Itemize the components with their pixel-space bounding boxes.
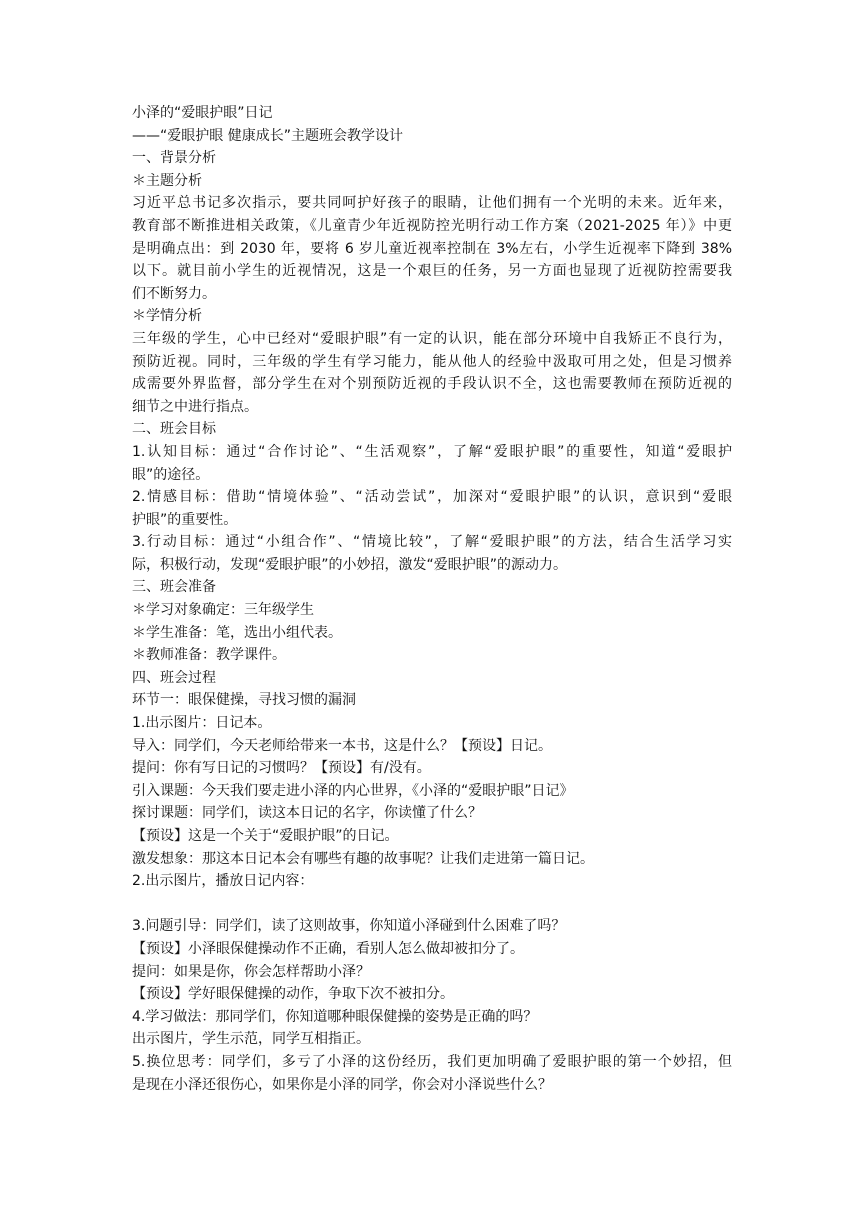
paragraph-line: 是现在小泽还很伤心，如果你是小泽的同学，你会对小泽说些什么？	[132, 1076, 552, 1093]
paragraph-line: 提问：如果是你，你会怎样帮助小泽？	[132, 963, 370, 980]
list-item: ＊教师准备：教学课件。	[132, 647, 286, 664]
paragraph-line: 成需要外界监督，部分学生在对个别预防近视的手段认识不全，这也需要教师在预防近视的	[132, 376, 732, 393]
paragraph-line: 【预设】学好眼保健操的动作，争取下次不被扣分。	[132, 986, 454, 1003]
paragraph-line: 细节之中进行指点。	[132, 398, 258, 415]
section-heading-goals: 二、班会目标	[132, 421, 216, 438]
paragraph-line: 们不断努力。	[132, 285, 216, 302]
paragraph-line: 激发想象：那这本日记本会有哪些有趣的故事呢？让我们走进第一篇日记。	[132, 850, 594, 867]
paragraph-theme-analysis	[132, 192, 732, 305]
preparation-list	[132, 599, 732, 667]
paragraph-line: 1.出示图片：日记本。	[132, 715, 272, 732]
paragraph-line: 习近平总书记多次指示，要共同呵护好孩子的眼睛，让他们拥有一个光明的未来。近年来，	[132, 195, 732, 212]
paragraph-line: 以下。就目前小学生的近视情况，这是一个艰巨的任务，另一方面也显现了近视防控需要我	[132, 263, 732, 280]
paragraph-line: 探讨课题：同学们，读这本日记的名字，你读懂了什么？	[132, 805, 482, 822]
step-heading: 环节一：眼保健操，寻找习惯的漏洞	[132, 692, 356, 709]
paragraph-line: 3.行动目标：通过“小组合作”、“情境比较”，了解“爱眼护眼”的方法，结合生活学习实	[132, 534, 732, 551]
subheading-student-analysis: ＊学情分析	[132, 308, 202, 325]
doc-subtitle: ——“爱眼护眼 健康成长”主题班会教学设计	[132, 127, 403, 144]
paragraph-student-analysis	[132, 328, 732, 418]
blank-line	[132, 893, 732, 916]
paragraph-line: 际，积极行动，发现“爱眼护眼”的小妙招，激发“爱眼护眼”的源动力。	[132, 556, 568, 573]
goal-cognitive	[132, 441, 732, 486]
process-block-a	[132, 712, 732, 893]
subheading-theme-analysis: ＊主题分析	[132, 172, 202, 189]
paragraph-line: 提问：你有写日记的习惯吗？【预设】有/没有。	[132, 760, 431, 777]
process-block-b	[132, 915, 732, 1051]
paragraph-line: 4.学习做法：那同学们，你知道哪种眼保健操的姿势是正确的吗？	[132, 1008, 538, 1025]
paragraph-line: 出示图片，学生示范，同学互相指正。	[132, 1031, 370, 1048]
paragraph-line: 5.换位思考：同学们，多亏了小泽的这份经历，我们更加明确了爱眼护眼的第一个妙招，但	[132, 1053, 732, 1070]
paragraph-line: 2.情感目标：借助“情境体验”、“活动尝试”，加深对“爱眼护眼”的认识，意识到“爱眼	[132, 489, 732, 506]
paragraph-line: 护眼”的重要性。	[132, 511, 238, 528]
section-heading-process: 四、班会过程	[132, 669, 216, 686]
paragraph-line: 【预设】这是一个关于“爱眼护眼”的日记。	[132, 828, 399, 844]
goal-action	[132, 531, 732, 576]
process-block-c	[132, 1051, 732, 1096]
section-heading-preparation: 三、班会准备	[132, 579, 216, 596]
doc-title: 小泽的“爱眼护眼”日记	[132, 105, 273, 121]
paragraph-line: 是明确点出：到 2030 年，要将 6 岁儿童近视率控制在 3%左右，小学生近视率下降到 38%	[132, 240, 732, 257]
list-item: ＊学习对象确定：三年级学生	[132, 602, 314, 619]
paragraph-line: 三年级的学生，心中已经对“爱眼护眼”有一定的认识，能在部分环境中自我矫正不良行为，	[132, 330, 732, 347]
paragraph-line: 引入课题：今天我们要走进小泽的内心世界，《小泽的“爱眼护眼”日记》	[132, 782, 574, 799]
paragraph-line: 2.出示图片，播放日记内容：	[132, 873, 314, 890]
section-heading-background: 一、背景分析	[132, 150, 216, 167]
paragraph-line: 眼”的途径。	[132, 466, 210, 483]
paragraph-line: 预防近视。同时，三年级的学生有学习能力，能从他人的经验中汲取可用之处，但是习惯养	[132, 353, 732, 370]
paragraph-line: 教育部不断推进相关政策，《儿童青少年近视防控光明行动工作方案（2021-2025 年）》中更	[132, 217, 732, 234]
paragraph-line: 【预设】小泽眼保健操动作不正确，看别人怎么做却被扣分了。	[132, 940, 524, 957]
paragraph-line: 3.问题引导：同学们，读了这则故事，你知道小泽碰到什么困难了吗？	[132, 918, 566, 935]
goal-emotional	[132, 486, 732, 531]
list-item: ＊学生准备：笔，选出小组代表。	[132, 624, 342, 641]
paragraph-line: 导入：同学们，今天老师给带来一本书，这是什么？【预设】日记。	[132, 737, 552, 754]
paragraph-line: 1.认知目标：通过“合作讨论”、“生活观察”，了解“爱眼护眼”的重要性，知道“爱眼护	[132, 443, 732, 460]
